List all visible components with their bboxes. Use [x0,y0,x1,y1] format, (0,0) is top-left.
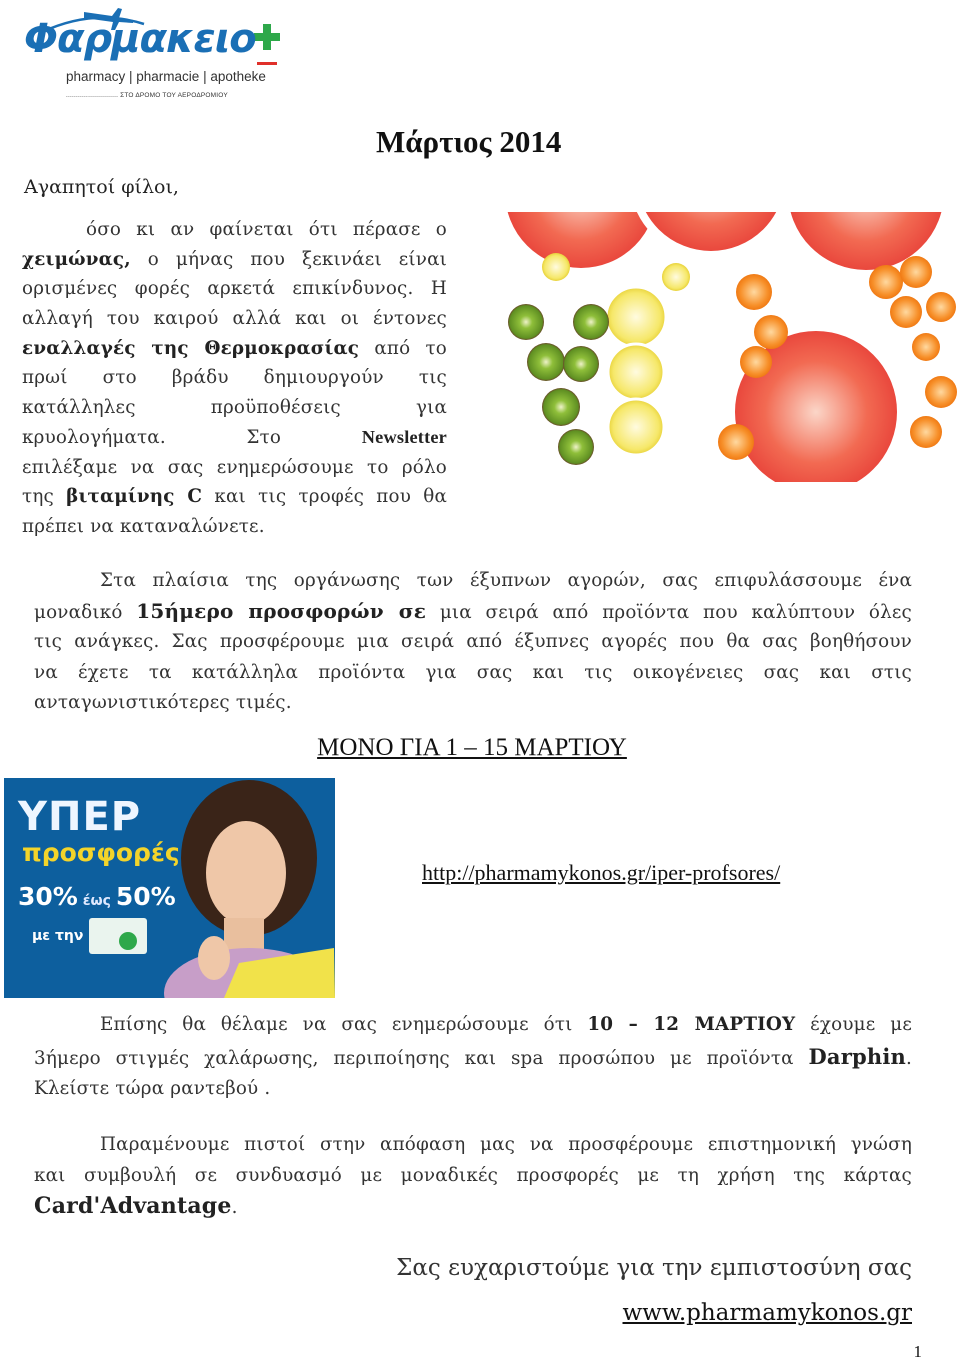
greeting: Αγαπητοί φίλοι, [24,176,179,198]
logo-wordmark: Φαρμακειο [24,16,256,62]
spa-line: 3ήμερο στιγμές χαλάρωσης, περιποίησης και spa προσώπου με προϊόντα Darphin. [34,1044,912,1069]
offers-paragraph [34,566,912,719]
banner-card-text: με την [32,928,84,944]
offers-line: μοναδικό 15ήμερο προσφορών σε μια σειρά από προϊόντα που καλύπτουν όλες [34,598,912,623]
super-offers-link[interactable]: http://pharmamykonos.gr/iper-profsores/ [422,860,781,885]
offers-line: να έχετε τα κατάλληλα προϊόντα για σας και τις οικογένειες σας και στις [34,661,912,683]
commitment-line: Παραμένουμε πιστοί στην απόφαση μας να προσφέρουμε επιστημονική γνώση [100,1134,912,1155]
offers-line: τις ανάγκες. Σας προσφέρουμε μια σειρά από έξυπνες αγορές που θα σας βοηθήσουν [34,631,912,652]
spa-line: Κλείστε τώρα ραντεβού . [34,1078,271,1099]
intro-line: εναλλαγές της Θερμοκρασίας από το [22,337,447,359]
intro-line: πρέπει να καταναλώνετε. [22,515,265,537]
woman-photo-image [154,778,335,998]
commitment-line: Card'Advantage. [34,1193,238,1219]
spa-paragraph [34,1010,912,1106]
intro-paragraph [22,215,447,542]
intro-line: όσο κι αν φαίνεται ότι πέρασε ο [86,219,447,240]
super-offers-banner [4,778,335,998]
website-link[interactable]: www.pharmamykonos.gr [622,1300,912,1326]
vitamin-c-fruit-image [486,212,960,482]
banner-title: ΥΠΕΡ [18,794,142,840]
intro-line: αλλαγή του καιρού αλλά και οι έντονες [22,308,447,330]
newsletter-date: Μάρτιος 2014 [376,124,562,159]
intro-line: πρωί στο βράδυ δημιουργούν τις [22,367,447,389]
intro-line: της βιταμίνης C και τις τροφές που θα [22,486,447,508]
banner-discount: 30% έως 50% [18,882,176,911]
intro-line: χειμώνας, ο μήνας που ξεκινάει είναι [22,248,447,270]
commitment-line: και συμβουλή σε συνδυασμό με μοναδικές προσφορές με τη χρήση της κάρτας [34,1165,912,1186]
intro-line: κατάλληλες προϋποθέσεις για [22,397,447,419]
citrus-slices-image [486,212,960,482]
offers-line: ανταγωνιστικότερες τιμές. [34,692,292,713]
offers-line: Στα πλαίσια της οργάνωσης των έξυπνων αγορών, σας επιφυλάσσουμε ένα [100,570,912,591]
pharmacy-logo [24,6,289,102]
commitment-paragraph [34,1130,912,1223]
logo-tagline: pharmacy | pharmacie | apotheke [66,69,266,84]
thank-you-note: Σας ευχαριστούμε για την εμπιστοσύνη σας [396,1255,912,1281]
banner-subtitle: προσφορές [22,838,180,867]
intro-line: κρυολογήματα. Στο Newsletter [22,426,447,448]
offer-dates-heading: ΜΟΝΟ ΓΙΑ 1 – 15 ΜΑΡΤΙΟΥ [317,734,627,761]
logo-subline: .......................... ΣΤΟ ΔΡΟΜΟ ΤΟΥ ΑΕΡΟΔΡΟΜΙΟΥ [66,92,228,99]
spa-line: Επίσης θα θέλαμε να σας ενημερώσουμε ότι 10 – 12 ΜΑΡΤΙΟΥ έχουμε με [100,1014,912,1035]
intro-line: επιλέξαμε να σας ενημερώσουμε το ρόλο [22,456,447,478]
page-number: 1 [913,1342,922,1361]
loyalty-card-icon [89,918,147,954]
intro-line: ορισμένες φορές αρκετά επικίνδυνος. Η [22,278,447,300]
